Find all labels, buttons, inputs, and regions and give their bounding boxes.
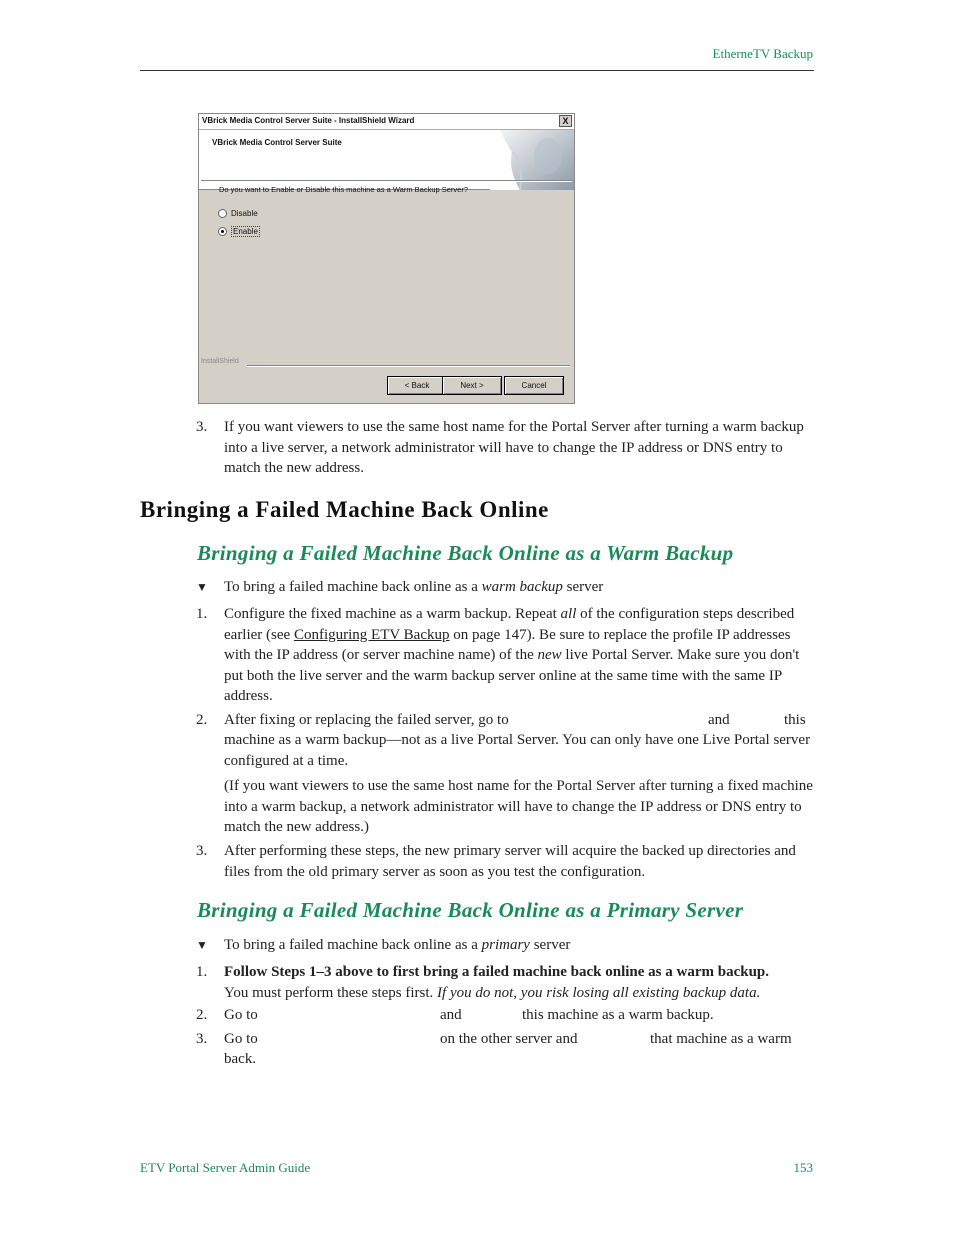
- step-text: this machine as a warm backup.: [522, 1007, 714, 1023]
- step-number: 3.: [196, 419, 208, 435]
- step-text: on page 147). Be sure to replace the profile IP addresses with the IP address (or server machine name) of the: [224, 626, 791, 663]
- step-text: this: [784, 712, 806, 728]
- radio-enable-icon[interactable]: [218, 227, 227, 236]
- step-number: 2.: [196, 1007, 208, 1023]
- step-text: You must perform these steps first.: [224, 984, 438, 1001]
- dialog-separator: [201, 180, 572, 182]
- list-item: [196, 962, 816, 1003]
- installshield-brand: InstallShield: [201, 358, 239, 365]
- step-bold: Follow Steps 1–3 above to first bring a failed machine back online as a warm backup.: [224, 964, 770, 980]
- procedure-lead-primary: [196, 935, 570, 956]
- back-button[interactable]: < Back: [387, 376, 447, 395]
- step-number: 1.: [196, 606, 208, 622]
- installshield-line: [247, 365, 570, 367]
- radio-enable-label: Enable: [233, 227, 258, 236]
- section-title: Bringing a Failed Machine Back Online: [140, 497, 549, 522]
- step-text: machine as a warm backup—not as a live Portal Server. You can only have one Live Portal server configured at a time.: [224, 732, 811, 769]
- dialog-banner-text: VBrick Media Control Server Suite: [212, 138, 342, 147]
- radio-disable-label: Disable: [231, 209, 258, 218]
- step-number: 3.: [196, 1031, 208, 1047]
- dialog-title-bar: [199, 114, 574, 130]
- step-number: 1.: [196, 964, 208, 980]
- footer-guide-title: ETV Portal Server Admin Guide: [140, 1160, 311, 1175]
- step-text: Go to: [224, 1031, 258, 1047]
- step-text: Go to: [224, 1007, 258, 1023]
- triangle-icon: ▼: [196, 938, 208, 952]
- lead-text-end: server: [562, 579, 604, 595]
- lead-text: To bring a failed machine back online as a: [224, 937, 482, 953]
- step-note: (If you want viewers to use the same host name for the Portal Server after turning a fixed machine into a warm backup, a network administrator will have to change the IP address or DNS entry to match the new address.): [224, 778, 813, 835]
- subsection-title-primary: Bringing a Failed Machine Back Online as a Primary Server: [197, 898, 744, 922]
- list-item: [196, 841, 816, 882]
- step-text: After performing these steps, the new primary server will acquire the backed up directories and files from the old primary server as soon as you test the configuration.: [224, 843, 796, 880]
- step-text: and: [440, 1007, 462, 1023]
- list-item: [196, 710, 816, 838]
- dialog-title: VBrick Media Control Server Suite - InstallShield Wizard: [202, 116, 415, 125]
- page-number: 153: [793, 1160, 813, 1175]
- installshield-dialog-screenshot: [198, 113, 575, 404]
- configuring-etv-backup-link[interactable]: Configuring ETV Backup: [293, 626, 450, 643]
- list-item: [196, 417, 816, 479]
- close-icon[interactable]: X: [559, 115, 572, 127]
- lead-text: To bring a failed machine back online as a: [224, 579, 482, 595]
- step-text: If you want viewers to use the same host name for the Portal Server after turning a warm backup into a live server, a network administrator will have to change the IP address or DNS entry to match the new address.: [224, 419, 804, 476]
- dialog-question: Do you want to Enable or Disable this machine as a Warm Backup Server?: [219, 185, 469, 194]
- cancel-button[interactable]: Cancel: [504, 376, 564, 395]
- radio-disable-icon[interactable]: [218, 209, 227, 218]
- step-text: After fixing or replacing the failed server, go to: [224, 712, 509, 728]
- radio-enable[interactable]: [218, 226, 260, 237]
- lead-emphasis: warm backup: [481, 579, 563, 595]
- step-number: 2.: [196, 712, 208, 728]
- step-text: on the other server and: [440, 1031, 578, 1047]
- next-button[interactable]: Next >: [442, 376, 502, 395]
- lead-text-end: server: [529, 937, 571, 953]
- header-rule: [140, 70, 814, 71]
- step-text: and: [708, 712, 730, 728]
- running-header: EtherneTV Backup: [712, 46, 813, 61]
- procedure-lead-warm: [196, 577, 603, 598]
- step-emphasis: all: [560, 606, 577, 622]
- list-item: [196, 1005, 816, 1025]
- step-text: back.: [224, 1051, 257, 1067]
- step-text: live Portal Server. Make sure you don't put both the live server and the warm backup server online at the same time with the same IP address.: [224, 647, 800, 704]
- step-text: of the configuration steps described earlier (see: [224, 606, 795, 643]
- step-emphasis: new: [537, 647, 562, 663]
- radio-disable[interactable]: [218, 209, 258, 218]
- step-emphasis: If you do not, you risk losing all existing backup data.: [437, 984, 761, 1001]
- list-item: [196, 604, 816, 707]
- step-number: 3.: [196, 843, 208, 859]
- triangle-icon: ▼: [196, 580, 208, 594]
- step-text: that machine as a warm: [650, 1031, 792, 1047]
- subsection-title-warm: Bringing a Failed Machine Back Online as a Warm Backup: [197, 541, 734, 565]
- list-item: [196, 1029, 816, 1070]
- lead-emphasis: primary: [481, 937, 530, 953]
- step-text: Configure the fixed machine as a warm backup. Repeat: [224, 606, 561, 622]
